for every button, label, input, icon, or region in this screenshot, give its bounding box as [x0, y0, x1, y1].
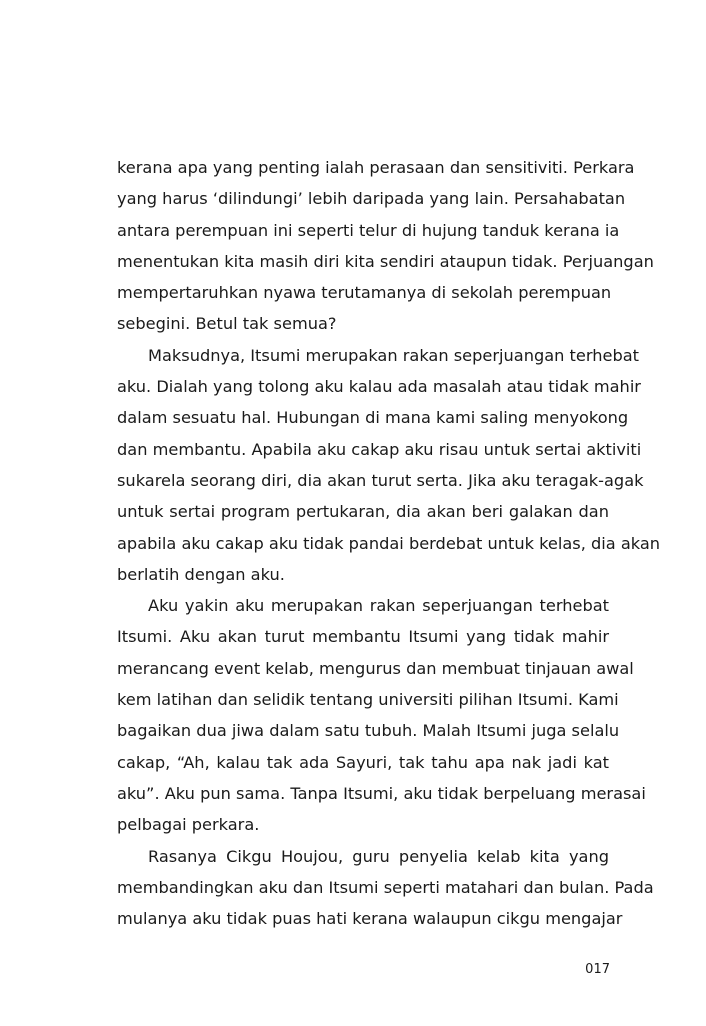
text-line: yang harus ‘dilindungi’ lebih daripada yang lain. Persahabatan: [117, 189, 626, 209]
text-line: antara perempuan ini seperti telur di hujung tanduk kerana ia: [117, 220, 620, 240]
text-line: Itsumi. Aku akan turut membantu Itsumi yang tidak mahir: [117, 627, 609, 647]
text-line: dalam sesuatu hal. Hubungan di mana kami saling menyokong: [117, 408, 629, 428]
text-line: cakap, “Ah, kalau tak ada Sayuri, tak tahu apa nak jadi kat: [117, 752, 609, 772]
text-line: bagaikan dua jiwa dalam satu tubuh. Malah Itsumi juga selalu: [117, 721, 620, 741]
text-line: menentukan kita masih diri kita sendiri ataupun tidak. Perjuangan: [117, 251, 654, 271]
text-line: mempertaruhkan nyawa terutamanya di sekolah perempuan: [117, 283, 612, 303]
text-line: dan membantu. Apabila aku cakap aku risau untuk sertai aktiviti: [117, 439, 642, 459]
text-line: aku”. Aku pun sama. Tanpa Itsumi, aku tidak berpeluang merasai: [117, 783, 646, 803]
text-line: Aku yakin aku merupakan rakan seperjuangan terhebat: [148, 596, 609, 616]
text-line: merancang event kelab, mengurus dan membuat tinjauan awal: [117, 658, 634, 678]
text-line: pelbagai perkara.: [117, 815, 260, 835]
text-line: Rasanya Cikgu Houjou, guru penyelia kelab kita yang: [148, 846, 609, 866]
text-line: kerana apa yang penting ialah perasaan dan sensitiviti. Perkara: [117, 158, 635, 177]
text-line: sebegini. Betul tak semua?: [117, 314, 337, 334]
text-line: aku. Dialah yang tolong aku kalau ada masalah atau tidak mahir: [117, 377, 641, 397]
body-text: [117, 152, 661, 934]
text-line: sukarela seorang diri, dia akan turut serta. Jika aku teragak-agak: [117, 470, 644, 490]
text-line: mulanya aku tidak puas hati kerana walaupun cikgu mengajar: [117, 909, 623, 929]
text-line: berlatih dengan aku.: [117, 564, 285, 584]
text-line: untuk sertai program pertukaran, dia akan beri galakan dan: [117, 502, 609, 522]
text-line: Maksudnya, Itsumi merupakan rakan seperjuangan terhebat: [148, 345, 639, 365]
text-line: membandingkan aku dan Itsumi seperti matahari dan bulan. Pada: [117, 877, 654, 897]
text-line: kem latihan dan selidik tentang universiti pilihan Itsumi. Kami: [117, 690, 619, 710]
page-number: 017: [585, 962, 610, 977]
text-line: apabila aku cakap aku tidak pandai berdebat untuk kelas, dia akan: [117, 533, 661, 553]
